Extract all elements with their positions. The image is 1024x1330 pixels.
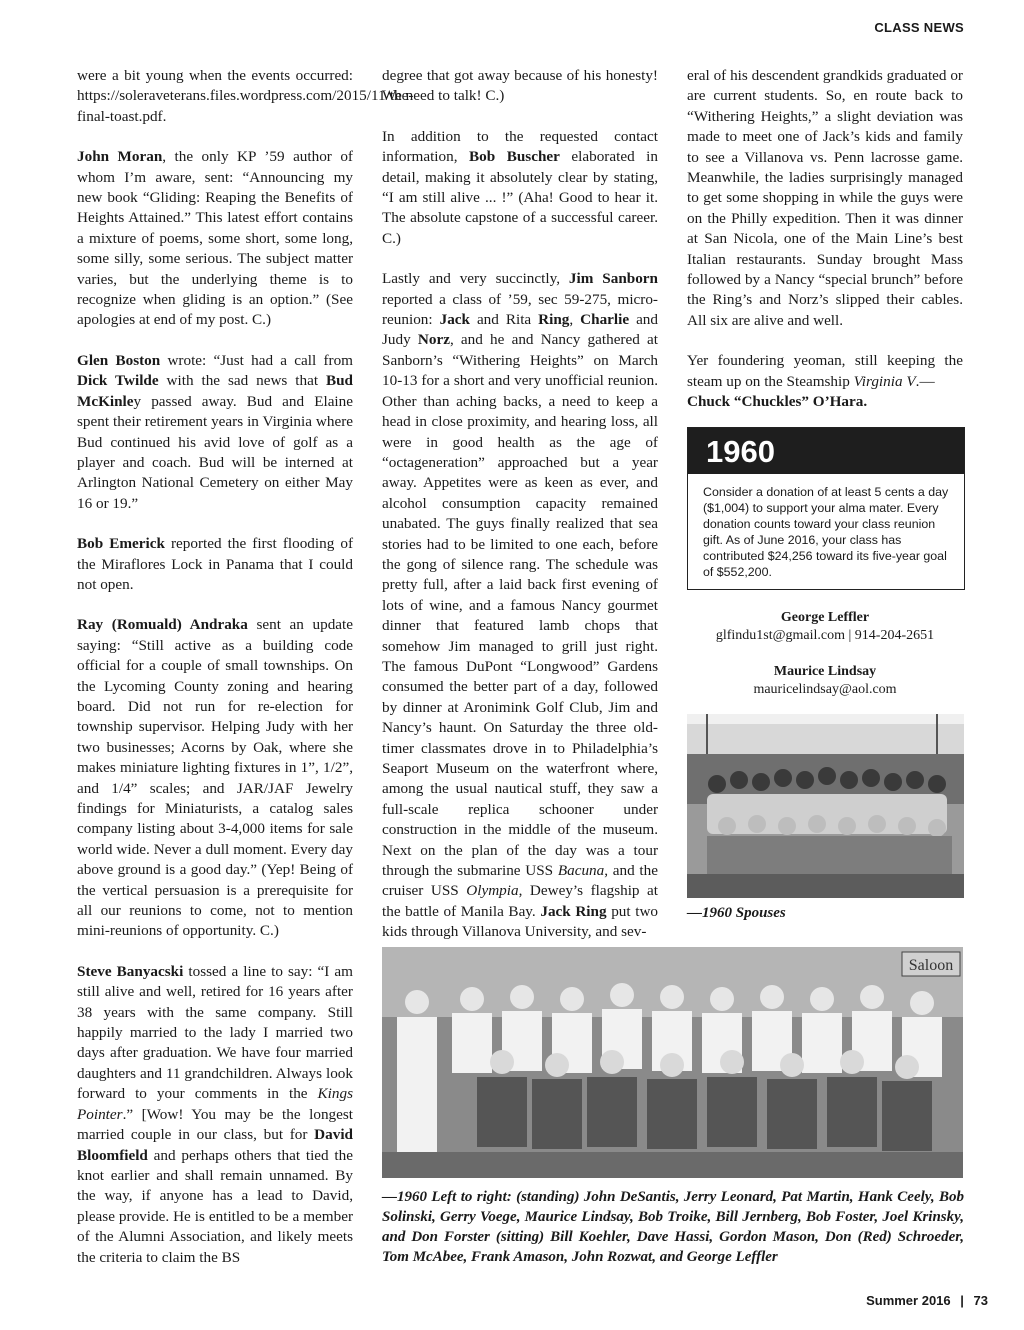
text: Yer foundering yeoman, still keeping the steam up on the Steamship — [687, 352, 963, 390]
paragraph — [77, 962, 353, 1268]
column-3 — [687, 66, 963, 433]
name: Bob Emerick — [77, 535, 165, 553]
text: .” [Wow! You may be the longest married couple in our class, but for — [77, 1105, 353, 1144]
text: degree that got away because of his honesty! We need to talk! C.) — [382, 67, 658, 105]
contact-maurice-lindsay — [687, 663, 963, 699]
paragraph — [77, 147, 353, 331]
group-photo — [382, 947, 963, 1178]
name: David Bloomfield — [77, 1126, 353, 1164]
text: put two kids through Villanova University, and sev- — [382, 902, 659, 941]
text: eral of his descendent grandkids graduated or are current students. So, en route back to “Withering Heights,” a slight deviation was made to meet one of Jack’s kids and family to see a Villanova vs. Penn lacrosse game. Meanwhile, the ladies surprisingly managed to get some shopping in while the guys were on the Philly expedition. Then it was dinner at San Nicola, one of the Main Line’s best Italian restaurants. Sunday brought Mass followed by a Nancy “special brunch” before the Ring’s and Norz’s slipped their cables. All six are alive and well. — [687, 67, 963, 329]
name: Ring — [538, 311, 570, 329]
spouses-caption: —1960 Spouses — [687, 905, 786, 921]
contact-details: mauricelindsay@aol.com — [753, 682, 897, 697]
contact-name: George Leffler — [780, 610, 870, 625]
name: Bob Buscher — [469, 148, 560, 166]
column-1 — [77, 66, 414, 1288]
paragraph — [382, 269, 658, 942]
name: Glen Boston — [77, 351, 161, 369]
paragraph — [382, 127, 658, 249]
contact-details: glfindu1st@gmail.com | 914-204-2651 — [715, 628, 935, 643]
italic-text: Virginia V — [853, 372, 916, 390]
text: and Rita — [469, 311, 539, 329]
text: wrote: “Just had a call from — [160, 351, 353, 369]
column-2 — [382, 66, 658, 963]
page-number: 73 — [973, 1293, 988, 1308]
text: , Dewey’s flagship at the battle of Manila Bay. — [382, 882, 659, 920]
text: were a bit young when the events occurred: https://soleraveterans.files.wordpress.com/2015/11/the-final-toast.pdf. — [77, 67, 414, 125]
saloon-sign: Saloon — [908, 957, 954, 974]
italic-text: Olympia — [466, 882, 519, 900]
paragraph — [77, 615, 353, 942]
paragraph — [77, 351, 353, 514]
italic-text: Bacuna — [557, 862, 605, 880]
text: Lastly and very succinctly, — [382, 270, 569, 288]
group-caption: —1960 Left to right: (standing) John DeSantis, Jerry Leonard, Pat Martin, Hank Ceely, Bob Solinski, Gerry Voege, Maurice Lindsay, Bob Troike, Bill Jernberg, Bob Foster, Joel Krinsky, and Don Forster (sitting) Bill Koehler, Dave Hassi, Gordon Mason, Don (Red) Schroeder, Tom McAbee, Frank Amason, John Rozwat, and George Leffler — [382, 1189, 964, 1265]
text: tossed a line to say: “I am still alive and well, retired for 16 years after 38 years with the same company. Still happily married to the lady I married two days after graduation. We have four married daughters and 11 grandchildren. Always look forward to your comments in the — [77, 962, 353, 1103]
spouses-photo — [687, 714, 964, 898]
paragraph — [687, 66, 963, 331]
name: Jack — [439, 311, 470, 329]
class-year-heading: 1960 — [688, 428, 964, 474]
paragraph — [77, 66, 414, 127]
text: .— — [915, 372, 935, 390]
name: Bud McKinle — [77, 372, 353, 410]
contact-name: Maurice Lindsay — [773, 664, 877, 679]
section-header: CLASS NEWS — [874, 20, 964, 35]
text: and Judy — [382, 311, 658, 349]
text: y passed away. Bud and Elaine spent their retirement years in Virginia where Bud continued his avid love of golf as a player and coach. Bud will be interned at Arlington National Cemetery on either May 16 or 19.” — [77, 392, 353, 512]
name: Ray (Romuald) Andraka — [77, 616, 248, 634]
text: , the only KP ’59 author of whom I’m aware, sent: “Announcing my new book “Gliding: Reaping the Benefits of Heights Attained.” This latest effort contains a mixture of poems, some short, some long, some silly, some serious. The subject matter varies, but the underlying theme is to recognize when gliding is an option.” (See apologies at end of my post. C.) — [77, 148, 353, 329]
donation-message: Consider a donation of at least 5 cents a day ($1,004) to support your alma mater. Every donation counts toward your class reunion gift. As of June 2016, your class has contributed $24,256 toward its five-year goal of $552,200. — [703, 485, 949, 579]
text: with the sad news that — [158, 372, 326, 390]
footer-separator: | — [960, 1293, 964, 1308]
name: Norz — [417, 331, 450, 349]
text: reported the first flooding of the Miraflores Lock in Panama that I could not open. — [77, 535, 354, 593]
text: , — [569, 311, 581, 329]
italic-text: Kings Pointer — [77, 1085, 353, 1123]
text: , and the cruiser USS — [382, 862, 658, 900]
contact-george-leffler — [687, 609, 963, 645]
name: Jack Ring — [540, 902, 607, 920]
page-footer — [866, 1293, 988, 1308]
name: John Moran — [77, 148, 163, 166]
text: and perhaps others that tied the knot earlier and shall remain unnamed. By the way, if anyone has a lead to David, please provide. He is entitled to be a member of the Alumni Association, and likely meets the criteria to claim the BS — [77, 1146, 353, 1266]
signature: Chuck “Chuckles” O’Hara. — [687, 393, 868, 411]
text: sent an update saying: “Still active as a building code official for a couple of small townships. On the Lycoming County zoning and hearing board. Did not run for re-election for township supervisor. Helping Judy with her two businesses; Acorns by Oak, where she makes miniature lighting fixtures in 1”, 1/2”, and 1/4” scales; and JAR/JAF Jewelry findings for Miniaturists, a catalog sales company listing about 3-4,000 items for sale world wide. Never a dull moment. Every day above ground is a good day.” (Yep! Being of the vertical persuasion is a prerequisite for all our reunions to come, not to mention mini-reunions of opportunity. C.) — [77, 616, 353, 940]
name: Charlie — [580, 311, 630, 329]
name: Dick Twilde — [77, 372, 159, 390]
text: reported a class of ’59, sec 59-275, micro-reunion: — [382, 290, 658, 329]
text: , and he and Nancy gathered at Sanborn’s “Withering Heights” on March 10-13 for a short and very unofficial reunion. Other than aching backs, a need to keep a head in close proximity, and hearing loss, all were in good health as the age of “octageneration” approached but a year away. Appetites were as keen as ever, and alcohol consumption capacity remained unabated. The guys finally realized that sea stories had to be limited to one each, before the gong of silence rang. The schedule was pretty full, after a laid back first evening of lots of wine, and a famous Nancy gourmet dinner that featured lamb chops that somehow Jim managed to grill just right. The famous DuPont “Longwood” Gardens consumed the better part of a day, followed by dinner at Aronimink Golf Club, Jim and Nancy’s haunt. On Saturday the three old-timer classmates drove in to Philadelphia’s Seaport Museum on the waterfront where, among the usual nautical stuff, they saw a full-scale replica schooner under construction in the middle of the museum. Next on the plan of the day was a tour through the submarine USS — [382, 331, 658, 880]
paragraph — [687, 351, 963, 412]
text: elaborated in detail, making it absolutely clear by stating, “I am still alive ... !” (Aha! Good to hear it. The absolute capstone of a successful career. C.) — [382, 148, 659, 247]
paragraph — [77, 534, 353, 595]
class-year-box — [687, 427, 965, 590]
name: Jim Sanborn — [568, 270, 658, 288]
name: Steve Banyacski — [77, 962, 184, 980]
text: In addition to the requested contact information, — [382, 127, 658, 166]
issue-date: Summer 2016 — [866, 1293, 951, 1308]
paragraph — [382, 66, 658, 107]
